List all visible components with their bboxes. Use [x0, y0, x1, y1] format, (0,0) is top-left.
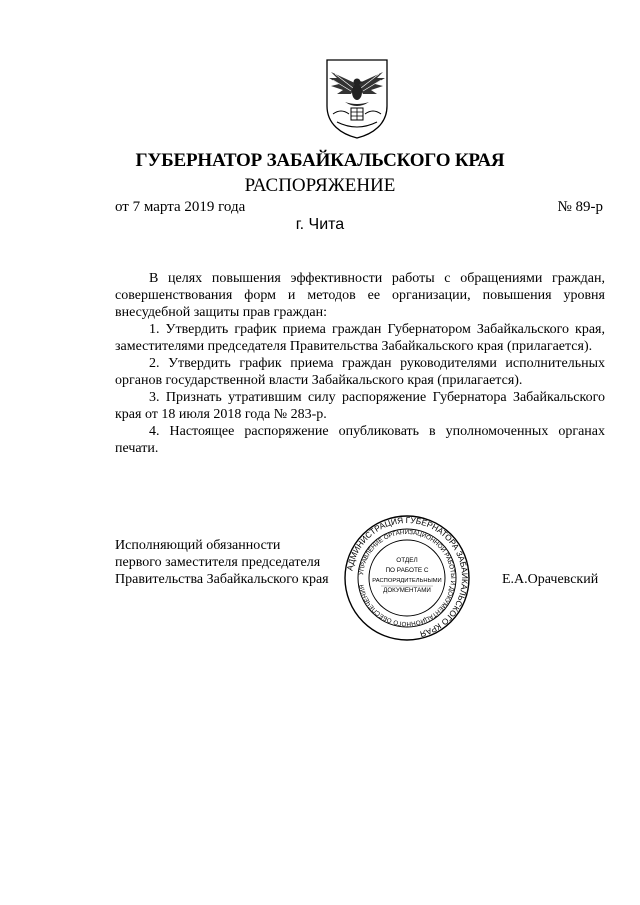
stamp-outer-ring: АДМИНИСТРАЦИЯ ГУБЕРНАТОРА ЗАБАЙКАЛЬСКОГО КРАЯ: [344, 514, 471, 640]
stamp-inner-ring: УПРАВЛЕНИЕ ОРГАНИЗАЦИОННОЙ РАБОТЫ И ДОКУМЕНТАЦИОННОГО ОБЕСПЕЧЕНИЯ: [358, 528, 457, 628]
intro-paragraph: В целях повышения эффективности работы с обращениями граждан, совершенствования форм и методов ее организации, повышения уровня внесудебной защиты прав граждан:: [115, 271, 605, 320]
document-number: № 89-р: [557, 199, 603, 215]
official-stamp-icon: [343, 514, 471, 642]
stamp-center-line-4: ДОКУМЕНТАМИ: [383, 587, 431, 594]
signer-position-line-1: Исполняющий обязанности: [115, 538, 281, 553]
signer-position-line-3: Правительства Забайкальского края: [115, 572, 329, 587]
signer-name: Е.А.Орачевский: [502, 572, 599, 587]
signer-position: [115, 537, 329, 588]
clause-3: 3. Признать утратившим силу распоряжение Губернатора Забайкальского края от 18 июля 2018 года № 283-р.: [115, 390, 605, 422]
document-city: г. Чита: [295, 216, 345, 233]
clause-2: 2. Утвердить график приема граждан руководителями исполнительных органов государственной власти Забайкальского края (прилагается).: [115, 356, 605, 388]
coat-of-arms-icon: [323, 58, 391, 140]
stamp-center-line-1: ОТДЕЛ: [396, 557, 418, 564]
document-date: от 7 марта 2019 года: [115, 199, 246, 215]
stamp-center-line-2: ПО РАБОТЕ С: [385, 567, 429, 574]
clause-4: 4. Настоящее распоряжение опубликовать в уполномоченных органах печати.: [115, 424, 605, 456]
clause-1: 1. Утвердить график приема граждан Губернатором Забайкальского края, заместителями председателя Правительства Забайкальского края (прилагается).: [115, 322, 605, 354]
document-type: РАСПОРЯЖЕНИЕ: [244, 175, 396, 196]
stamp-center-line-3: РАСПОРЯДИТЕЛЬНЫМИ: [372, 578, 442, 584]
signer-position-line-2: первого заместителя председателя: [115, 555, 321, 570]
organization-title: ГУБЕРНАТОР ЗАБАЙКАЛЬСКОГО КРАЯ: [135, 150, 505, 171]
document-body: [115, 270, 605, 457]
